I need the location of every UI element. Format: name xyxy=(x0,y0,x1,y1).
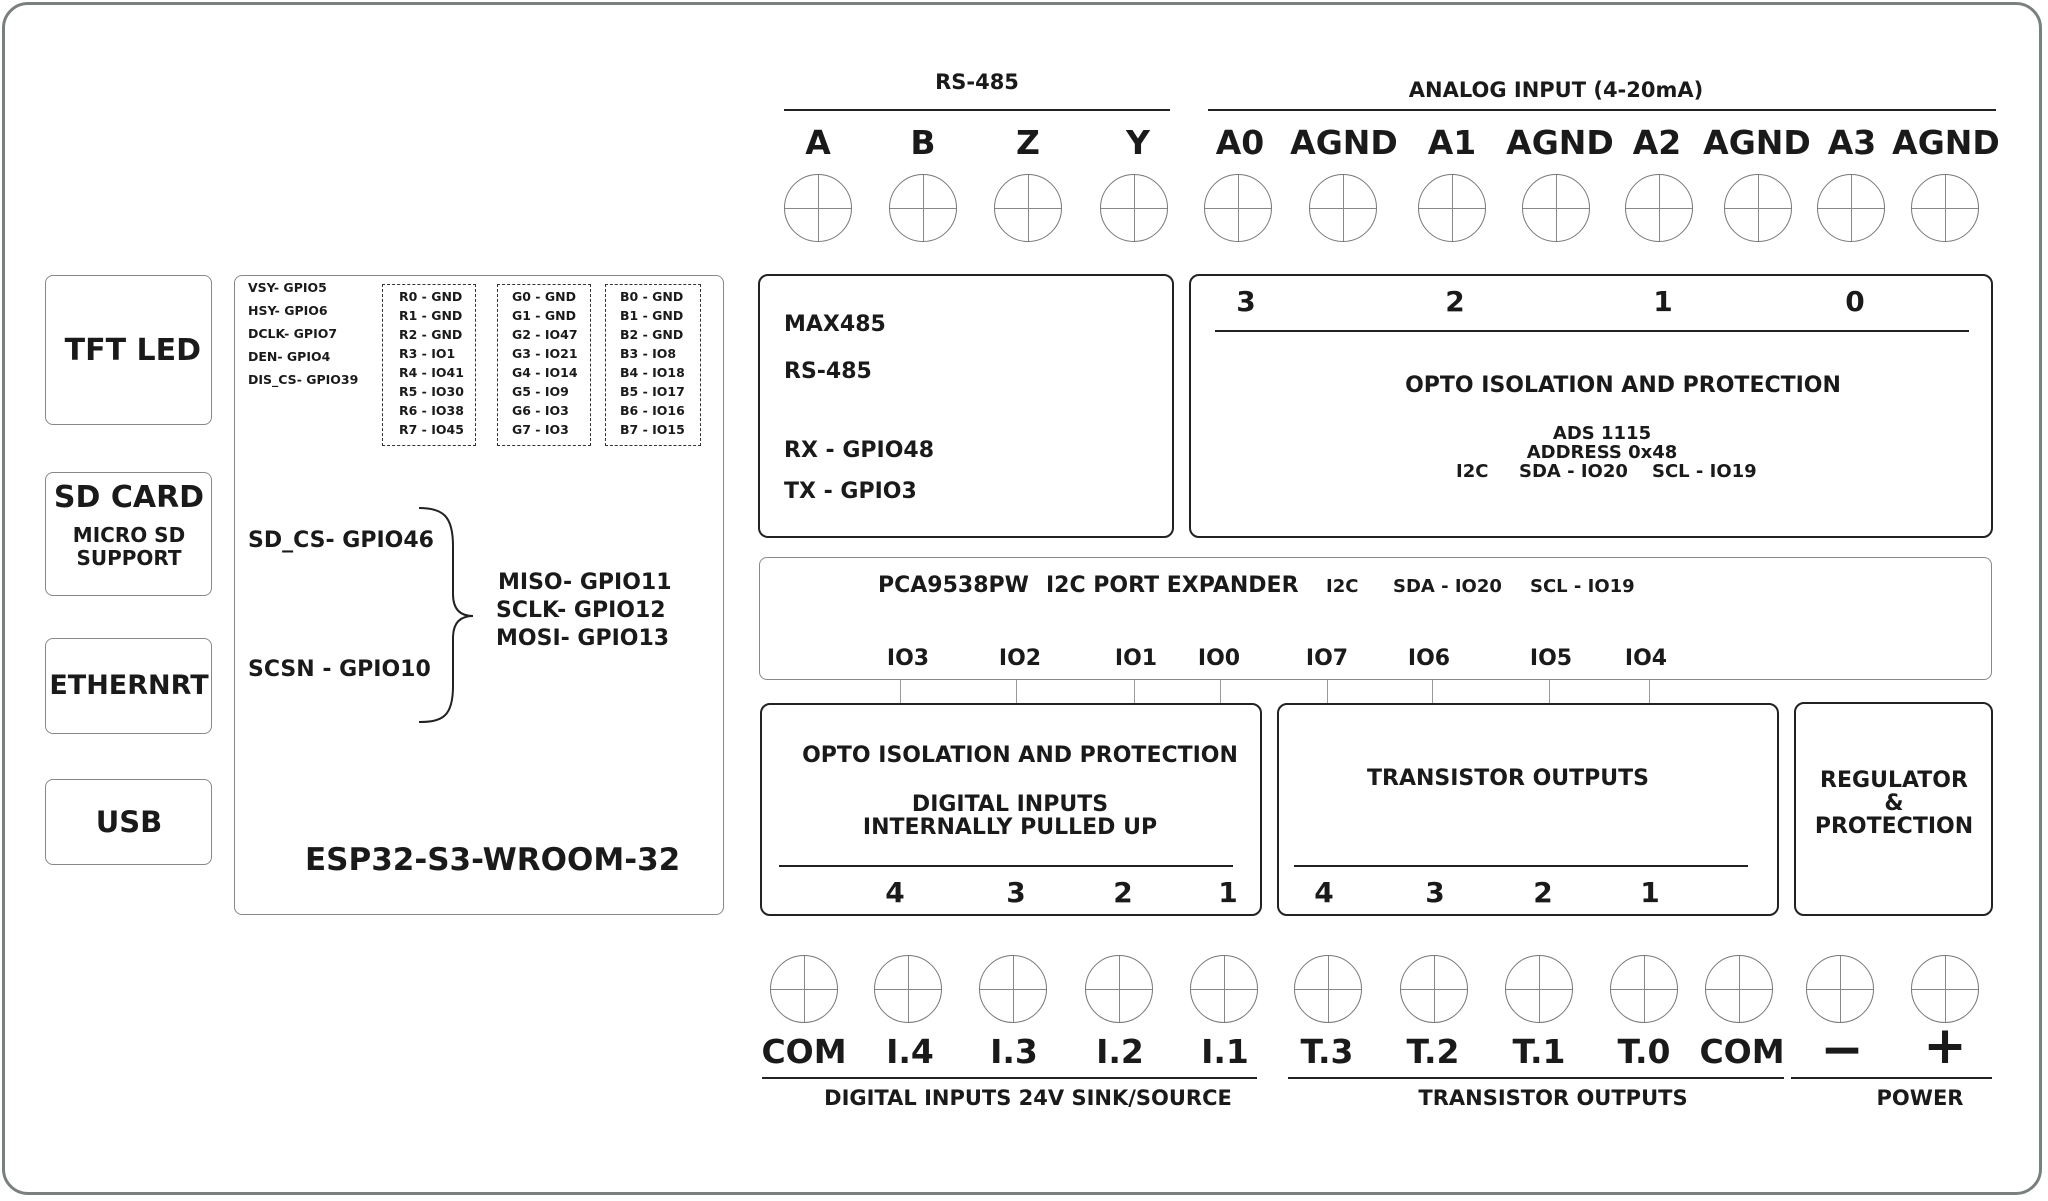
pin-entry: R1 - GND xyxy=(399,308,463,323)
adc-sda-label: SDA - IO20 xyxy=(1519,461,1628,482)
pin-entry: G4 - IO14 xyxy=(512,365,578,380)
analog-group-title: ANALOG INPUT (4-20mA) xyxy=(1408,78,1704,102)
rs485-group-line xyxy=(784,109,1170,111)
digital-channel-1: 1 xyxy=(1218,876,1238,909)
screw-terminal-i2 xyxy=(1085,955,1153,1023)
display-signal: DEN- GPIO4 xyxy=(248,349,331,364)
pin-entry: B1 - GND xyxy=(620,308,684,323)
max485-tx-label: TX - GPIO3 xyxy=(784,479,917,504)
tft-led-module xyxy=(45,275,212,425)
terminal-label-i2: I.2 xyxy=(1096,1032,1144,1071)
digital-input-block xyxy=(760,703,1262,916)
pin-entry: G5 - IO9 xyxy=(512,384,569,399)
transistor-channel-divider xyxy=(1294,865,1748,867)
adc-scl-label: SCL - IO19 xyxy=(1652,461,1757,482)
usb-label: USB xyxy=(95,805,163,839)
pin-entry: B7 - IO15 xyxy=(620,422,685,437)
terminal-label-i4: I.4 xyxy=(886,1032,934,1071)
screw-terminal-com-output xyxy=(1705,955,1773,1023)
digital-channel-divider xyxy=(779,865,1233,867)
screw-terminal-t2 xyxy=(1400,955,1468,1023)
protection-line: PROTECTION xyxy=(1814,814,1974,839)
expander-port-io6: IO6 xyxy=(1407,646,1451,671)
screw-terminal-a2 xyxy=(1625,174,1693,242)
screw-terminal-agnd-0 xyxy=(1309,174,1377,242)
red-pin-list xyxy=(399,287,464,439)
transistor-output-group-title: TRANSISTOR OUTPUTS xyxy=(1418,1086,1688,1110)
regulator-line: REGULATOR xyxy=(1820,768,1968,793)
transistor-block-title: TRANSISTOR OUTPUTS xyxy=(1367,766,1649,791)
digital-input-group-line xyxy=(762,1077,1257,1079)
screw-terminal-a0 xyxy=(1204,174,1272,242)
pin-entry: R5 - IO30 xyxy=(399,384,464,399)
sd-card-module xyxy=(45,472,212,596)
spi-sclk-signal: SCLK- GPIO12 xyxy=(496,598,666,623)
pulled-up-line: INTERNALLY PULLED UP xyxy=(862,815,1158,840)
expander-port-io5: IO5 xyxy=(1529,646,1573,671)
analog-channel-1: 1 xyxy=(1653,285,1673,318)
green-pin-list xyxy=(512,287,578,439)
terminal-label-agnd-1: AGND xyxy=(1506,123,1614,162)
screw-terminal-t1 xyxy=(1505,955,1573,1023)
tft-led-label: TFT LED xyxy=(64,333,201,368)
terminal-label-i1: I.1 xyxy=(1201,1032,1249,1071)
green-pin-group xyxy=(497,284,591,446)
usb-module xyxy=(45,779,212,865)
adc-chip-label: ADS 1115 xyxy=(1552,423,1652,444)
terminal-label-a1: A1 xyxy=(1427,123,1477,162)
spi-mosi-signal: MOSI- GPIO13 xyxy=(496,626,670,651)
sd-card-label: SD CARD xyxy=(53,480,205,515)
analog-channel-0: 0 xyxy=(1845,285,1865,318)
blue-pin-group xyxy=(605,284,701,446)
screw-terminal-b xyxy=(889,174,957,242)
pin-entry: G2 - IO47 xyxy=(512,327,578,342)
spi-miso-signal: MISO- GPIO11 xyxy=(498,570,672,595)
screw-terminal-a3 xyxy=(1817,174,1885,242)
terminal-label-t1: T.1 xyxy=(1512,1032,1566,1071)
digital-channel-3: 3 xyxy=(1006,876,1026,909)
sd-cs-signal: SD_CS- GPIO46 xyxy=(248,528,434,553)
screw-terminal-agnd-2 xyxy=(1724,174,1792,242)
pin-entry: B3 - IO8 xyxy=(620,346,677,361)
analog-opto-title: OPTO ISOLATION AND PROTECTION xyxy=(1405,373,1841,398)
support-label: SUPPORT xyxy=(76,546,182,570)
analog-channel-3: 3 xyxy=(1236,285,1256,318)
terminal-label-a3: A3 xyxy=(1827,123,1877,162)
micro-sd-label: MICRO SD xyxy=(72,523,186,547)
red-pin-group xyxy=(382,284,476,446)
screw-terminal-i1 xyxy=(1190,955,1258,1023)
analog-opto-block xyxy=(1189,274,1993,538)
transistor-output-block xyxy=(1277,703,1779,916)
pin-entry: B5 - IO17 xyxy=(620,384,685,399)
display-signal: HSY- GPIO6 xyxy=(248,303,328,318)
expander-port-io2: IO2 xyxy=(998,646,1042,671)
display-signal-list xyxy=(248,276,358,391)
pin-entry: G6 - IO3 xyxy=(512,403,569,418)
adc-address-label: ADDRESS 0x48 xyxy=(1526,442,1678,463)
regulator-ampersand: & xyxy=(1884,791,1904,816)
display-signal: VSY- GPIO5 xyxy=(248,280,327,295)
screw-terminal-i4 xyxy=(874,955,942,1023)
transistor-channel-2: 2 xyxy=(1533,876,1553,909)
terminal-label-t0: T.0 xyxy=(1617,1032,1671,1071)
expander-i2c-label: I2C xyxy=(1326,576,1359,597)
expander-scl-label: SCL - IO19 xyxy=(1530,576,1635,597)
digital-input-group-title: DIGITAL INPUTS 24V SINK/SOURCE xyxy=(824,1086,1232,1110)
terminal-label-t3: T.3 xyxy=(1300,1032,1354,1071)
pin-entry: R2 - GND xyxy=(399,327,463,342)
analog-channel-2: 2 xyxy=(1445,285,1465,318)
connector-io2 xyxy=(1016,680,1017,704)
connector-io6 xyxy=(1432,680,1433,704)
screw-terminal-a1 xyxy=(1418,174,1486,242)
power-group-title: POWER xyxy=(1876,1086,1964,1110)
display-signal: DCLK- GPIO7 xyxy=(248,326,338,341)
digital-opto-title: OPTO ISOLATION AND PROTECTION xyxy=(802,743,1238,768)
screw-terminal-t3 xyxy=(1294,955,1362,1023)
terminal-label-z: Z xyxy=(1016,123,1040,162)
pin-entry: R4 - IO41 xyxy=(399,365,464,380)
expander-port-io4: IO4 xyxy=(1624,646,1668,671)
terminal-label-power-plus: + xyxy=(1923,1016,1967,1076)
terminal-label-i3: I.3 xyxy=(990,1032,1038,1071)
display-signal: DIS_CS- GPIO39 xyxy=(248,372,359,387)
transistor-output-group-line xyxy=(1288,1077,1784,1079)
expander-sda-label: SDA - IO20 xyxy=(1393,576,1502,597)
max485-rx-label: RX - GPIO48 xyxy=(784,438,935,463)
pin-entry: G1 - GND xyxy=(512,308,576,323)
expander-port-io3: IO3 xyxy=(886,646,930,671)
terminal-label-com-output: COM xyxy=(1699,1032,1785,1071)
pin-entry: B4 - IO18 xyxy=(620,365,685,380)
connector-io3 xyxy=(900,680,901,704)
terminal-label-a0: A0 xyxy=(1215,123,1265,162)
ethernet-module xyxy=(45,638,212,734)
screw-terminal-a xyxy=(784,174,852,242)
digital-channel-2: 2 xyxy=(1113,876,1133,909)
transistor-channel-1: 1 xyxy=(1640,876,1660,909)
port-expander-block xyxy=(759,557,1992,680)
max485-chip-label: MAX485 xyxy=(784,312,886,337)
spi-brace xyxy=(415,506,485,726)
screw-terminal-com-input xyxy=(770,955,838,1023)
connector-io1 xyxy=(1134,680,1135,704)
expander-chip-label: PCA9538PW xyxy=(878,573,1029,598)
pin-entry: R6 - IO38 xyxy=(399,403,464,418)
pin-entry: B2 - GND xyxy=(620,327,684,342)
esp32-module-name: ESP32-S3-WROOM-32 xyxy=(305,842,681,878)
pin-entry: R7 - IO45 xyxy=(399,422,464,437)
blue-pin-list xyxy=(620,287,685,439)
terminal-label-a2: A2 xyxy=(1632,123,1682,162)
scsn-signal: SCSN - GPIO10 xyxy=(248,657,431,682)
pin-entry: B0 - GND xyxy=(620,289,684,304)
analog-channel-divider xyxy=(1215,330,1969,332)
connector-io0 xyxy=(1220,680,1221,704)
pin-entry: B6 - IO16 xyxy=(620,403,685,418)
terminal-label-com-input: COM xyxy=(761,1032,847,1071)
terminal-label-y: Y xyxy=(1126,123,1150,162)
terminal-label-power-minus: − xyxy=(1820,1020,1864,1080)
screw-terminal-power-plus xyxy=(1911,955,1979,1023)
adc-i2c-label: I2C xyxy=(1456,461,1489,482)
expander-port-io1: IO1 xyxy=(1114,646,1158,671)
screw-terminal-i3 xyxy=(979,955,1047,1023)
pin-entry: R3 - IO1 xyxy=(399,346,456,361)
regulator-block xyxy=(1794,702,1993,916)
expander-port-io0: IO0 xyxy=(1197,646,1241,671)
ethernet-label: ETHERNRT xyxy=(49,670,209,701)
terminal-label-agnd-3: AGND xyxy=(1892,123,2000,162)
terminal-label-t2: T.2 xyxy=(1406,1032,1460,1071)
screw-terminal-y xyxy=(1100,174,1168,242)
pin-entry: G7 - IO3 xyxy=(512,422,569,437)
max485-bus-label: RS-485 xyxy=(784,359,872,384)
pin-entry: G3 - IO21 xyxy=(512,346,578,361)
expander-title: I2C PORT EXPANDER xyxy=(1046,573,1299,598)
power-group-line xyxy=(1791,1077,1992,1079)
expander-port-io7: IO7 xyxy=(1305,646,1349,671)
pin-entry: R0 - GND xyxy=(399,289,463,304)
screw-terminal-z xyxy=(994,174,1062,242)
screw-terminal-agnd-3 xyxy=(1911,174,1979,242)
esp32-module xyxy=(234,275,724,915)
screw-terminal-agnd-1 xyxy=(1522,174,1590,242)
terminal-label-a: A xyxy=(805,123,831,162)
connector-io7 xyxy=(1327,680,1328,704)
digital-inputs-line: DIGITAL INPUTS xyxy=(911,792,1109,817)
connector-io5 xyxy=(1549,680,1550,704)
terminal-label-agnd-2: AGND xyxy=(1703,123,1811,162)
max485-block xyxy=(758,274,1174,538)
terminal-label-b: B xyxy=(910,123,936,162)
transistor-channel-4: 4 xyxy=(1314,876,1334,909)
terminal-label-agnd-0: AGND xyxy=(1290,123,1398,162)
rs485-group-title: RS-485 xyxy=(935,70,1019,94)
analog-group-line xyxy=(1208,109,1996,111)
connector-io4 xyxy=(1649,680,1650,704)
pin-entry: G0 - GND xyxy=(512,289,576,304)
transistor-channel-3: 3 xyxy=(1425,876,1445,909)
digital-channel-4: 4 xyxy=(885,876,905,909)
screw-terminal-t0 xyxy=(1610,955,1678,1023)
screw-terminal-power-minus xyxy=(1806,955,1874,1023)
